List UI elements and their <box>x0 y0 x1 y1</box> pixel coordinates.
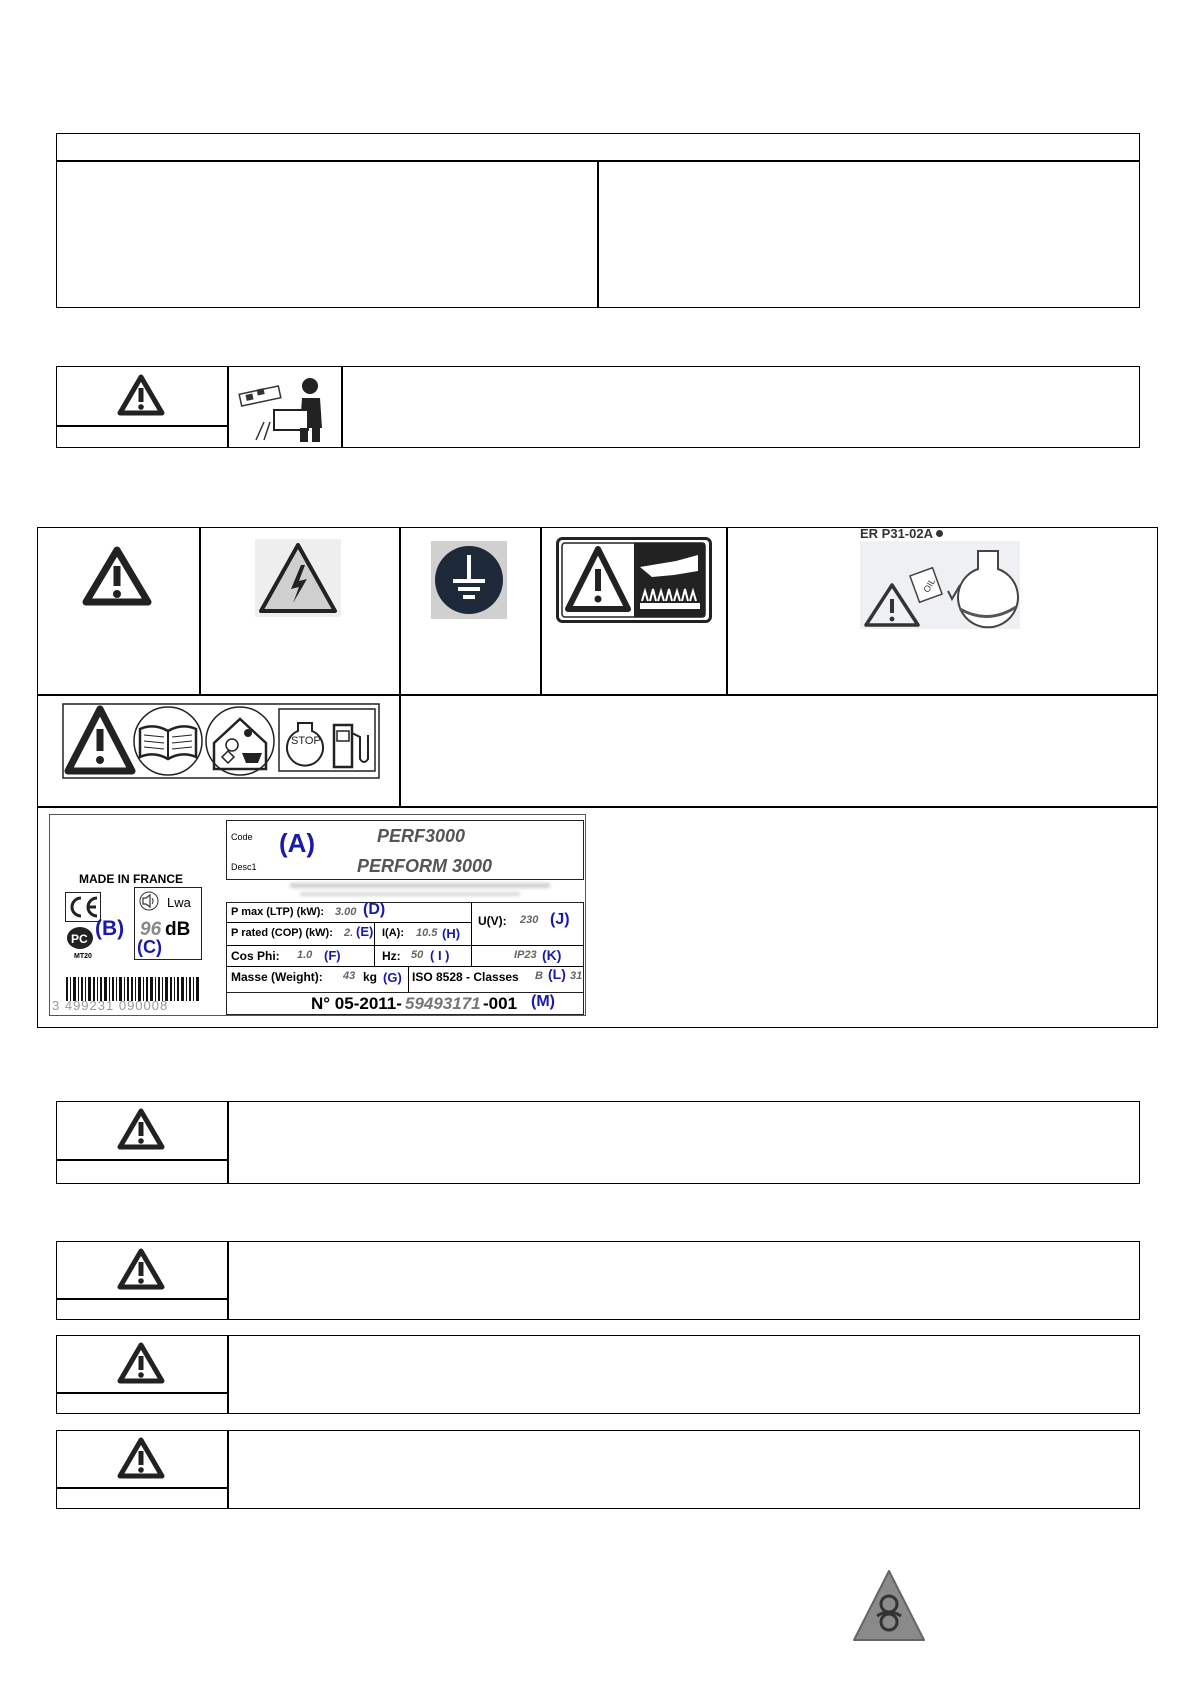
pictogram-col-3 <box>540 527 542 694</box>
hot-surface-warning-icon <box>556 537 712 628</box>
earth-ground-icon <box>431 541 507 624</box>
letter-i: ( I ) <box>430 948 450 963</box>
prated-value: 2. <box>344 927 354 939</box>
letter-f: (F) <box>324 948 341 963</box>
cosphi-label: Cos Phi: <box>231 949 280 963</box>
lifting-warning-divider-2 <box>341 366 343 448</box>
warning-box-3 <box>56 1335 1140 1414</box>
mass-unit: kg <box>363 970 378 984</box>
uv-label: U(V): <box>478 914 507 928</box>
general-warning-icon <box>82 546 152 611</box>
barcode-digits: 3 499231 090008 <box>52 998 169 1013</box>
serial-prefix: N° 05-2011- <box>311 994 402 1013</box>
warning-box-4 <box>56 1430 1140 1509</box>
serial-mid: 59493171 <box>405 994 481 1013</box>
oil-level-check-icon <box>860 541 1020 634</box>
serial-suffix: -001 <box>483 994 518 1013</box>
mt20-label: MT20 <box>74 953 92 960</box>
warning-box-4-label-line <box>56 1487 227 1489</box>
warning-box-2-label-line <box>56 1298 227 1300</box>
warning-triangle-icon <box>117 1108 165 1155</box>
pmax-value: 3.00 <box>335 906 357 918</box>
pictogram-col-4 <box>726 527 728 694</box>
mass-label: Masse (Weight): <box>231 970 323 984</box>
rp-row-line-2 <box>226 945 584 946</box>
letter-c: (C) <box>137 937 162 957</box>
blurred-text-line-2 <box>300 892 520 896</box>
prated-label: P rated (COP) (kW): <box>231 927 333 939</box>
person-lifting-icon <box>236 372 332 449</box>
letter-j: (J) <box>550 911 570 928</box>
hz-value: 50 <box>411 949 424 961</box>
letter-k: (K) <box>542 947 562 963</box>
uv-value: 230 <box>520 914 539 926</box>
rp-col-line-3 <box>408 966 409 993</box>
warning-triangle-icon <box>117 1248 165 1295</box>
lifting-warning-divider-1 <box>227 366 229 448</box>
top-table-column-divider <box>597 160 599 308</box>
cosphi-value: 1.0 <box>297 949 313 961</box>
lifting-warning-label-line <box>56 425 227 427</box>
ia-value: 10.5 <box>416 927 438 939</box>
letter-g: (G) <box>383 970 402 985</box>
desc-value: PERFORM 3000 <box>357 856 493 876</box>
rp-row-line-3 <box>226 966 584 967</box>
pictogram-row-line-2 <box>37 806 1158 808</box>
db-unit: dB <box>165 919 191 940</box>
pmax-label: P max (LTP) (kW): <box>231 906 325 918</box>
warning-box-2-divider <box>227 1241 229 1320</box>
er-label-dot <box>936 530 943 537</box>
iso-label: ISO 8528 - Classes <box>412 970 519 984</box>
svg-text:OIL: OIL <box>921 576 938 595</box>
blurred-text-line <box>290 883 550 888</box>
gray-triangle-symbol-icon <box>851 1568 927 1649</box>
code-value: PERF3000 <box>377 826 466 846</box>
stop-label: STOP <box>291 735 321 747</box>
letter-l: (L) <box>548 966 566 982</box>
warning-box-1-label-line <box>56 1159 227 1161</box>
warning-triangle-icon <box>117 1342 165 1389</box>
letter-b: (B) <box>95 917 125 940</box>
warning-box-1 <box>56 1101 1140 1184</box>
letter-m: (M) <box>531 993 555 1010</box>
ip-value: IP23 <box>514 949 537 961</box>
warning-box-3-label-line <box>56 1392 227 1394</box>
db-value: 96 <box>140 919 162 940</box>
pictogram-col-1 <box>199 527 201 694</box>
hz-label: Hz: <box>382 949 401 963</box>
ia-label: I(A): <box>382 927 404 939</box>
letter-a: (A) <box>279 828 316 858</box>
svg-text:PC: PC <box>71 932 88 946</box>
code-label: Code <box>231 832 253 842</box>
warning-triangle-icon <box>117 1437 165 1484</box>
warning-triangle-icon <box>117 374 165 416</box>
warning-box-4-divider <box>227 1430 229 1509</box>
electrical-hazard-icon <box>255 539 341 622</box>
lwa-label: Lwa <box>167 895 191 910</box>
er-label-text: ER P31-02A <box>860 526 933 541</box>
letter-e: (E) <box>356 924 374 939</box>
warning-box-1-divider <box>227 1101 229 1184</box>
letter-d: (D) <box>363 901 386 918</box>
warning-box-3-divider <box>227 1335 229 1414</box>
letter-h: (H) <box>442 926 461 941</box>
combined-safety-pictogram-strip <box>62 703 380 784</box>
rp-row-line-1 <box>226 922 471 923</box>
pct-mark-icon <box>66 926 96 955</box>
pictogram-row-line-1 <box>37 694 1158 696</box>
rp-col-line-2 <box>471 902 472 966</box>
iso-tail: 31 <box>570 970 583 982</box>
iso-value: B <box>535 970 543 982</box>
warning-box-2 <box>56 1241 1140 1320</box>
lifting-warning-box <box>56 366 1140 448</box>
desc-label: Desc1 <box>231 862 257 872</box>
speaker-icon <box>138 891 160 916</box>
pictogram-col-2 <box>399 527 401 806</box>
rp-col-line-1 <box>374 922 375 966</box>
made-in-france: MADE IN FRANCE <box>79 872 183 886</box>
mass-value: 43 <box>343 970 356 982</box>
